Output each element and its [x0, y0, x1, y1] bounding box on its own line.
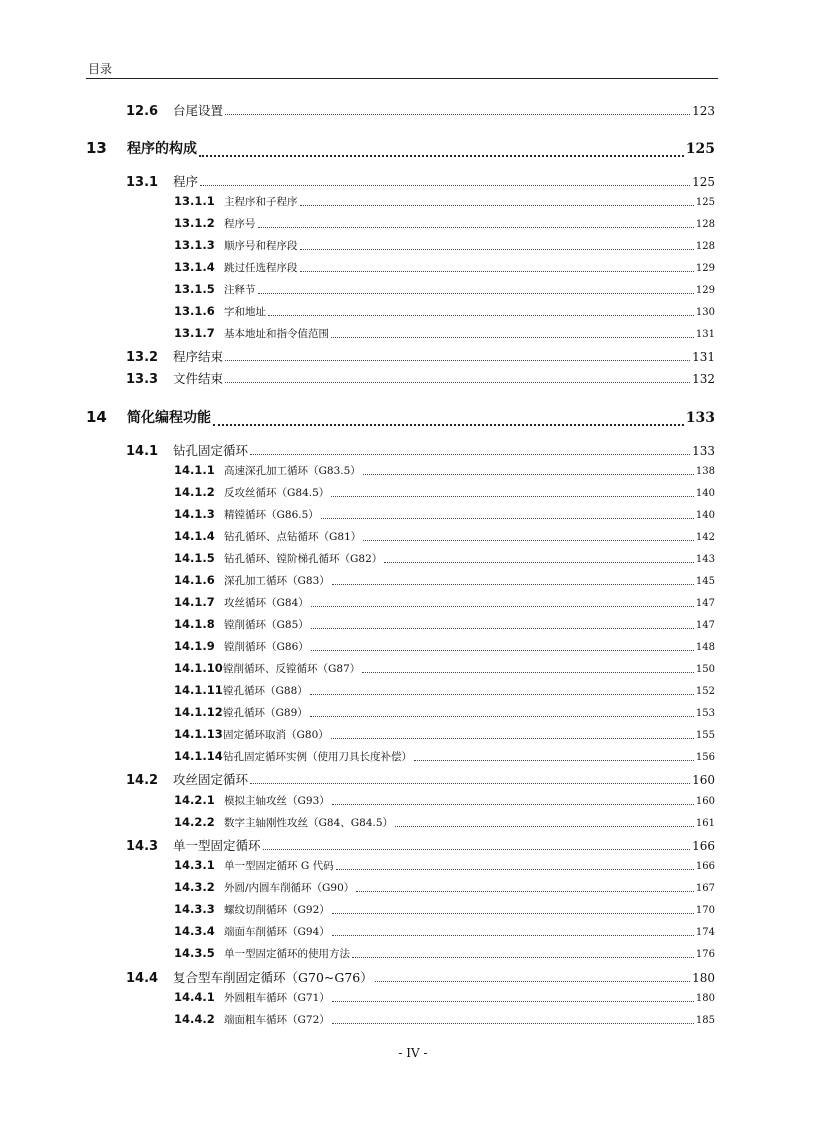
toc-entry-14-1-7[interactable]	[174, 595, 715, 611]
toc-entry-page: 123	[692, 104, 715, 118]
dot-leader	[363, 529, 694, 545]
toc-entry-number: 14.1.14	[174, 749, 223, 763]
toc-entry-number: 14.1.3	[174, 507, 215, 521]
toc-entry-page: 128	[695, 241, 715, 252]
toc-entry-14-1-9[interactable]	[174, 639, 715, 655]
toc-entry-title: 基本地址和指令值范围	[224, 328, 329, 340]
dot-leader	[332, 1012, 694, 1028]
toc-entry-page: 150	[695, 664, 715, 675]
toc-entry-number: 13.2	[126, 350, 159, 365]
toc-entry-14-3-2[interactable]	[174, 880, 715, 896]
dot-leader	[332, 573, 694, 589]
toc-entry-number: 13.1.4	[174, 260, 215, 274]
toc-entry-title: 文件结束	[173, 371, 224, 386]
toc-entry-number: 14.2.1	[174, 793, 215, 807]
dot-leader	[332, 902, 694, 918]
toc-entry-title: 程序	[173, 174, 199, 189]
toc-entry-number: 14.1.9	[174, 639, 215, 653]
toc-entry-number: 14.3	[126, 839, 159, 854]
dot-leader	[310, 683, 694, 699]
toc-entry-14-1-4[interactable]	[174, 529, 715, 545]
toc-entry-page: 155	[695, 730, 715, 741]
toc-entry-14-1-6[interactable]	[174, 573, 715, 589]
toc-entry-14-1-3[interactable]	[174, 507, 715, 523]
toc-entry-title: 固定循环取消（G80）	[223, 729, 329, 741]
dot-leader	[321, 507, 694, 523]
toc-entry-title: 台尾设置	[173, 103, 224, 118]
toc-entry-13[interactable]	[86, 138, 715, 160]
dot-leader	[395, 815, 694, 831]
toc-entry-14-3-5[interactable]	[174, 946, 715, 962]
toc-entry-14-2-1[interactable]	[174, 793, 715, 809]
toc-entry-14-1-5[interactable]	[174, 551, 715, 567]
toc-entry-14-3[interactable]	[126, 836, 715, 854]
toc-entry-number: 14.1.2	[174, 485, 215, 499]
toc-entry-page: 130	[695, 307, 715, 318]
dot-leader	[268, 304, 694, 320]
toc-entry-title: 字和地址	[224, 306, 266, 318]
toc-entry-title: 程序的构成	[127, 141, 197, 157]
dot-leader	[225, 347, 690, 365]
toc-entry-number: 13	[86, 139, 107, 157]
toc-entry-page: 143	[695, 554, 715, 565]
toc-entry-page: 129	[695, 285, 715, 296]
toc-entry-number: 14.3.1	[174, 858, 215, 872]
dot-leader	[263, 836, 691, 854]
dot-leader	[250, 441, 690, 459]
toc-entry-number: 14.1.10	[174, 661, 223, 675]
toc-entry-title: 跳过任选程序段	[224, 262, 298, 274]
toc-entry-page: 166	[695, 861, 715, 872]
toc-entry-13-1-1[interactable]	[174, 194, 715, 210]
dot-leader	[375, 968, 690, 986]
toc-entry-title: 外圆粗车循环（G71）	[224, 992, 330, 1004]
toc-entry-number: 13.1	[126, 175, 159, 190]
toc-entry-13-1-6[interactable]	[174, 304, 715, 320]
toc-entry-page: 128	[695, 219, 715, 230]
toc-entry-page: 148	[695, 642, 715, 653]
toc-entry-title: 主程序和子程序	[224, 196, 298, 208]
toc-entry-page: 140	[695, 488, 715, 499]
toc-entry-title: 精镗循环（G86.5）	[224, 509, 319, 521]
toc-entry-14-2[interactable]	[126, 770, 715, 788]
toc-entry-title: 单一型固定循环	[173, 838, 261, 853]
dot-leader	[363, 463, 694, 479]
toc-entry-page: 125	[695, 197, 715, 208]
toc-entry-page: 160	[695, 796, 715, 807]
toc-entry-14-4-1[interactable]	[174, 990, 715, 1006]
toc-entry-page: 125	[685, 141, 715, 157]
toc-entry-number: 14.3.2	[174, 880, 215, 894]
dot-leader	[336, 858, 694, 874]
toc-entry-number: 14.1.7	[174, 595, 215, 609]
toc-entry-number: 14.3.4	[174, 924, 215, 938]
toc-entry-13-2[interactable]	[126, 347, 715, 365]
toc-entry-number: 14.1.4	[174, 529, 215, 543]
toc-entry-title: 注释节	[224, 284, 256, 296]
toc-entry-number: 14	[86, 408, 107, 426]
toc-entry-page: 132	[692, 372, 715, 386]
page-number: - IV -	[398, 1046, 428, 1060]
header-title: 目录	[88, 62, 113, 76]
toc-entry-13-1-3[interactable]	[174, 238, 715, 254]
toc-entry-number: 14.4.1	[174, 990, 215, 1004]
dot-leader	[311, 595, 694, 611]
dot-leader	[311, 617, 694, 633]
toc-entry-13-3[interactable]	[126, 369, 715, 387]
toc-entry-14-4[interactable]	[126, 968, 715, 986]
dot-leader	[250, 770, 690, 788]
dot-leader	[199, 138, 684, 160]
toc-entry-page: 176	[695, 949, 715, 960]
toc-entry-title: 螺纹切削循环（G92）	[224, 904, 330, 916]
toc-entry-page: 156	[695, 752, 715, 763]
toc-entry-title: 钻孔循环、点钻循环（G81）	[224, 531, 362, 543]
dot-leader	[300, 260, 694, 276]
toc-entry-title: 攻丝固定循环	[173, 772, 249, 787]
toc-entry-14-1-11[interactable]	[174, 683, 715, 699]
toc-entry-number: 14.1	[126, 444, 159, 459]
toc-entry-number: 14.1.8	[174, 617, 215, 631]
toc-entry-14-3-3[interactable]	[174, 902, 715, 918]
toc-entry-page: 129	[695, 263, 715, 274]
toc-entry-title: 钻孔固定循环	[173, 443, 249, 458]
toc-entry-14-1-12[interactable]	[174, 705, 715, 721]
toc-entry-13-1-5[interactable]	[174, 282, 715, 298]
dot-leader	[331, 326, 694, 342]
toc-entry-title: 端面粗车循环（G72）	[224, 1014, 330, 1026]
toc-entry-title: 单一型固定循环的使用方法	[224, 948, 350, 960]
toc-entry-title: 复合型车削固定循环（G70~G76）	[173, 970, 373, 985]
toc-entry-page: 160	[692, 773, 715, 787]
toc-entry-page: 170	[695, 905, 715, 916]
toc-entry-page: 140	[695, 510, 715, 521]
toc-entry-title: 模拟主轴攻丝（G93）	[224, 795, 330, 807]
toc-entry-title: 镗孔循环（G88）	[223, 685, 308, 697]
toc-entry-title: 镗孔循环（G89）	[223, 707, 308, 719]
toc-entry-number: 13.1.1	[174, 194, 215, 208]
toc-entry-page: 152	[695, 686, 715, 697]
toc-entry-number: 13.1.6	[174, 304, 215, 318]
dot-leader	[331, 727, 694, 743]
toc-entry-number: 14.1.13	[174, 727, 223, 741]
dot-leader	[225, 101, 690, 119]
toc-entry-title: 钻孔循环、镗阶梯孔循环（G82）	[224, 553, 383, 565]
toc-entry-title: 镗削循环（G86）	[224, 641, 309, 653]
toc-entry-number: 14.1.5	[174, 551, 215, 565]
toc-entry-number: 14.1.1	[174, 463, 215, 477]
dot-leader	[300, 238, 694, 254]
toc-entry-page: 167	[695, 883, 715, 894]
toc-entry-number: 12.6	[126, 104, 159, 119]
toc-entry-number: 14.2	[126, 773, 159, 788]
toc-entry-title: 程序结束	[173, 349, 224, 364]
toc-entry-title: 高速深孔加工循环（G83.5）	[224, 465, 361, 477]
toc-entry-14-1[interactable]	[126, 441, 715, 459]
toc-entry-page: 125	[692, 175, 715, 189]
toc-entry-14-1-2[interactable]	[174, 485, 715, 501]
toc-entry-14-3-1[interactable]	[174, 858, 715, 874]
toc-entry-title: 数字主轴刚性攻丝（G84、G84.5）	[224, 817, 394, 829]
toc-entry-title: 顺序号和程序段	[224, 240, 298, 252]
dot-leader	[332, 793, 694, 809]
toc-entry-title: 外圆/内圆车削循环（G90）	[224, 882, 355, 894]
toc-entry-page: 147	[695, 620, 715, 631]
toc-entry-page: 180	[692, 971, 715, 985]
toc-entry-14-4-2[interactable]	[174, 1012, 715, 1028]
toc-entry-number: 13.1.5	[174, 282, 215, 296]
toc-entry-number: 14.1.6	[174, 573, 215, 587]
dot-leader	[200, 172, 690, 190]
toc-entry-number: 14.3.5	[174, 946, 215, 960]
toc-entry-page: 161	[695, 818, 715, 829]
toc-entry-page: 185	[695, 1015, 715, 1026]
toc-entry-page: 133	[692, 444, 715, 458]
dot-leader	[311, 639, 694, 655]
toc-entry-title: 镗削循环（G85）	[224, 619, 309, 631]
dot-leader	[213, 407, 684, 429]
toc-entry-page: 180	[695, 993, 715, 1004]
toc-entry-title: 简化编程功能	[127, 410, 211, 426]
toc-entry-title: 反攻丝循环（G84.5）	[224, 487, 330, 499]
toc-entry-14-1-10[interactable]	[174, 661, 715, 677]
toc-entry-page: 147	[695, 598, 715, 609]
dot-leader	[258, 282, 694, 298]
toc-entry-13-1[interactable]	[126, 172, 715, 190]
toc-entry-number: 14.1.12	[174, 705, 223, 719]
toc-entry-14-1-13[interactable]	[174, 727, 715, 743]
toc-entry-number: 13.1.2	[174, 216, 215, 230]
toc-entry-page: 133	[685, 410, 715, 426]
toc-entry-14-1-14[interactable]	[174, 749, 715, 765]
toc-entry-title: 端面车削循环（G94）	[224, 926, 330, 938]
toc-entry-number: 13.3	[126, 372, 159, 387]
toc-entry-number: 14.4.2	[174, 1012, 215, 1026]
toc-entry-14[interactable]	[86, 407, 715, 429]
toc-entry-title: 镗削循环、反镗循环（G87）	[223, 663, 361, 675]
toc-entry-14-2-2[interactable]	[174, 815, 715, 831]
dot-leader	[331, 485, 694, 501]
dot-leader	[356, 880, 694, 896]
toc-entry-number: 14.3.3	[174, 902, 215, 916]
toc-entry-number: 14.1.11	[174, 683, 223, 697]
dot-leader	[414, 749, 694, 765]
toc-entry-title: 程序号	[224, 218, 256, 230]
dot-leader	[332, 990, 694, 1006]
toc-entry-14-1-1[interactable]	[174, 463, 715, 479]
toc-entry-12-6[interactable]	[126, 101, 715, 119]
toc-entry-14-1-8[interactable]	[174, 617, 715, 633]
dot-leader	[300, 194, 694, 210]
toc-entry-title: 深孔加工循环（G83）	[224, 575, 330, 587]
toc-entry-title: 钻孔固定循环实例（使用刀具长度补偿）	[223, 751, 412, 763]
toc-entry-number: 13.1.3	[174, 238, 215, 252]
toc-entry-number: 14.2.2	[174, 815, 215, 829]
toc-entry-title: 攻丝循环（G84）	[224, 597, 309, 609]
toc-entry-13-1-2[interactable]	[174, 216, 715, 232]
dot-leader	[352, 946, 694, 962]
toc-entry-13-1-4[interactable]	[174, 260, 715, 276]
toc-entry-page: 138	[695, 466, 715, 477]
toc-entry-page: 174	[695, 927, 715, 938]
toc-entry-14-3-4[interactable]	[174, 924, 715, 940]
toc-entry-page: 142	[695, 532, 715, 543]
toc-entry-number: 14.4	[126, 971, 159, 986]
toc-entry-page: 166	[692, 839, 715, 853]
toc-entry-page: 131	[695, 329, 715, 340]
toc-entry-13-1-7[interactable]	[174, 326, 715, 342]
dot-leader	[384, 551, 694, 567]
dot-leader	[258, 216, 694, 232]
toc-entry-page: 131	[692, 350, 715, 364]
toc-entry-number: 13.1.7	[174, 326, 215, 340]
toc-entry-page: 153	[695, 708, 715, 719]
dot-leader	[225, 369, 690, 387]
toc-entry-page: 145	[695, 576, 715, 587]
toc-entry-title: 单一型固定循环 G 代码	[224, 860, 334, 872]
dot-leader	[310, 705, 694, 721]
dot-leader	[362, 661, 694, 677]
dot-leader	[332, 924, 694, 940]
